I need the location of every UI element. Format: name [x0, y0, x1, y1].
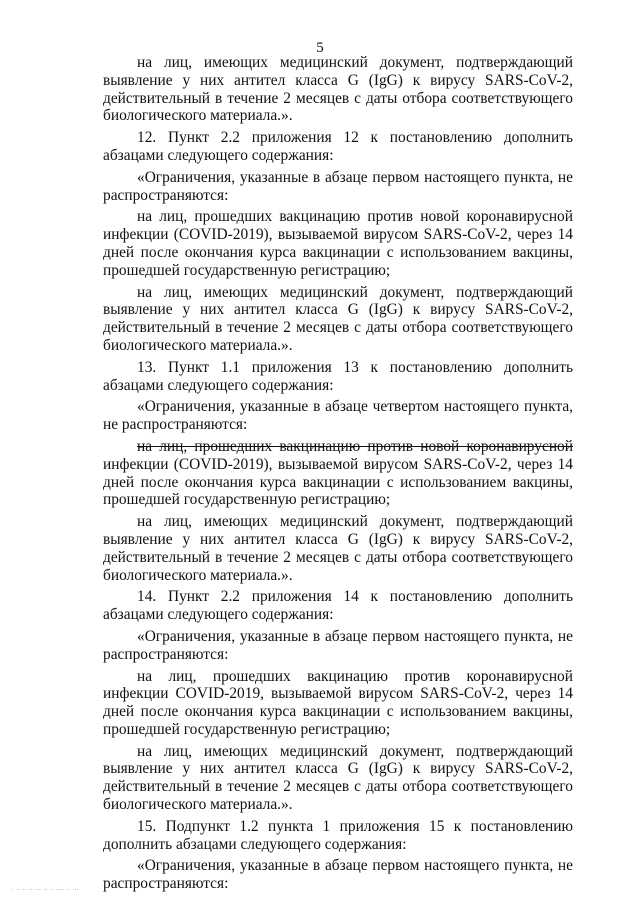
paragraph-14: 15. Подпункт 1.2 пункта 1 приложения 15 к постановлению дополнить абзацами следующего содержания:: [103, 817, 573, 853]
document-body: [103, 54, 573, 893]
paragraph-3: «Ограничения, указанные в абзаце первом настоящего пункта, не распространяются:: [103, 168, 573, 204]
paragraph-7: «Ограничения, указанные в абзаце четвертом настоящего пункта, не распространяются:: [103, 398, 573, 434]
paragraph-6: 13. Пункт 1.1 приложения 13 к постановлению дополнить абзацами следующего содержания:: [103, 358, 573, 394]
paragraph-9: на лиц, имеющих медицинский документ, подтверждающий выявление у них антител класса G (IgG) к вирусу SARS-CoV-2, действительный в течение 2 месяцев с даты отбора соответствующего биологического материала.».: [103, 513, 573, 584]
paragraph-13: на лиц, имеющих медицинский документ, подтверждающий выявление у них антител класса G (IgG) к вирусу SARS-CoV-2, действительный в течение 2 месяцев с даты отбора соответствующего биологического материала.».: [103, 742, 573, 814]
struck-text: на лиц, прошедших вакцинацию против новой коронавирусной: [137, 437, 573, 455]
paragraph-2: 12. Пункт 2.2 приложения 12 к постановлению дополнить абзацами следующего содержания:: [103, 129, 573, 164]
paragraph-8-rest: инфекции (COVID-2019), вызываемой вирусом SARS-CoV-2, через 14 дней после окончания курса вакцинации с использованием вакцины, прошедшей государственную регистрацию;: [103, 455, 573, 509]
page-number: 5: [316, 40, 324, 56]
footer-scan-mark: · ·· ·· ·· ··· ·· ·· ···· ·· ···: [12, 887, 79, 893]
paragraph-4: на лиц, прошедших вакцинацию против новой коронавирусной инфекции (COVID-2019), вызываемой вирусом SARS-CoV-2, через 14 дней после окончания курса вакцинации с использованием вакцины, прошедшей государственную регистрацию;: [103, 208, 573, 279]
paragraph-10: 14. Пункт 2.2 приложения 14 к постановлению дополнить абзацами следующего содержания:: [103, 588, 573, 624]
paragraph-1: на лиц, имеющих медицинский документ, подтверждающий выявление у них антител класса G (IgG) к вирусу SARS-CoV-2, действительный в течение 2 месяцев с даты отбора соответствующего биологического материала.».: [103, 54, 573, 125]
paragraph-15: «Ограничения, указанные в абзаце первом настоящего пункта, не распространяются:: [103, 857, 573, 893]
paragraph-8-struck: [103, 438, 573, 509]
paragraph-11: «Ограничения, указанные в абзаце первом настоящего пункта, не распространяются:: [103, 627, 573, 663]
paragraph-5: на лиц, имеющих медицинский документ, подтверждающий выявление у них антител класса G (IgG) к вирусу SARS-CoV-2, действительный в течение 2 месяцев с даты отбора соответствующего биологического материала.».: [103, 283, 573, 354]
paragraph-12: на лиц, прошедших вакцинацию против коронавирусной инфекции COVID-2019, вызываемой вирусом SARS-CoV-2, через 14 дней после окончания курса вакцинации с использованием вакцины, прошедшей государственную регистрацию;: [103, 667, 573, 738]
